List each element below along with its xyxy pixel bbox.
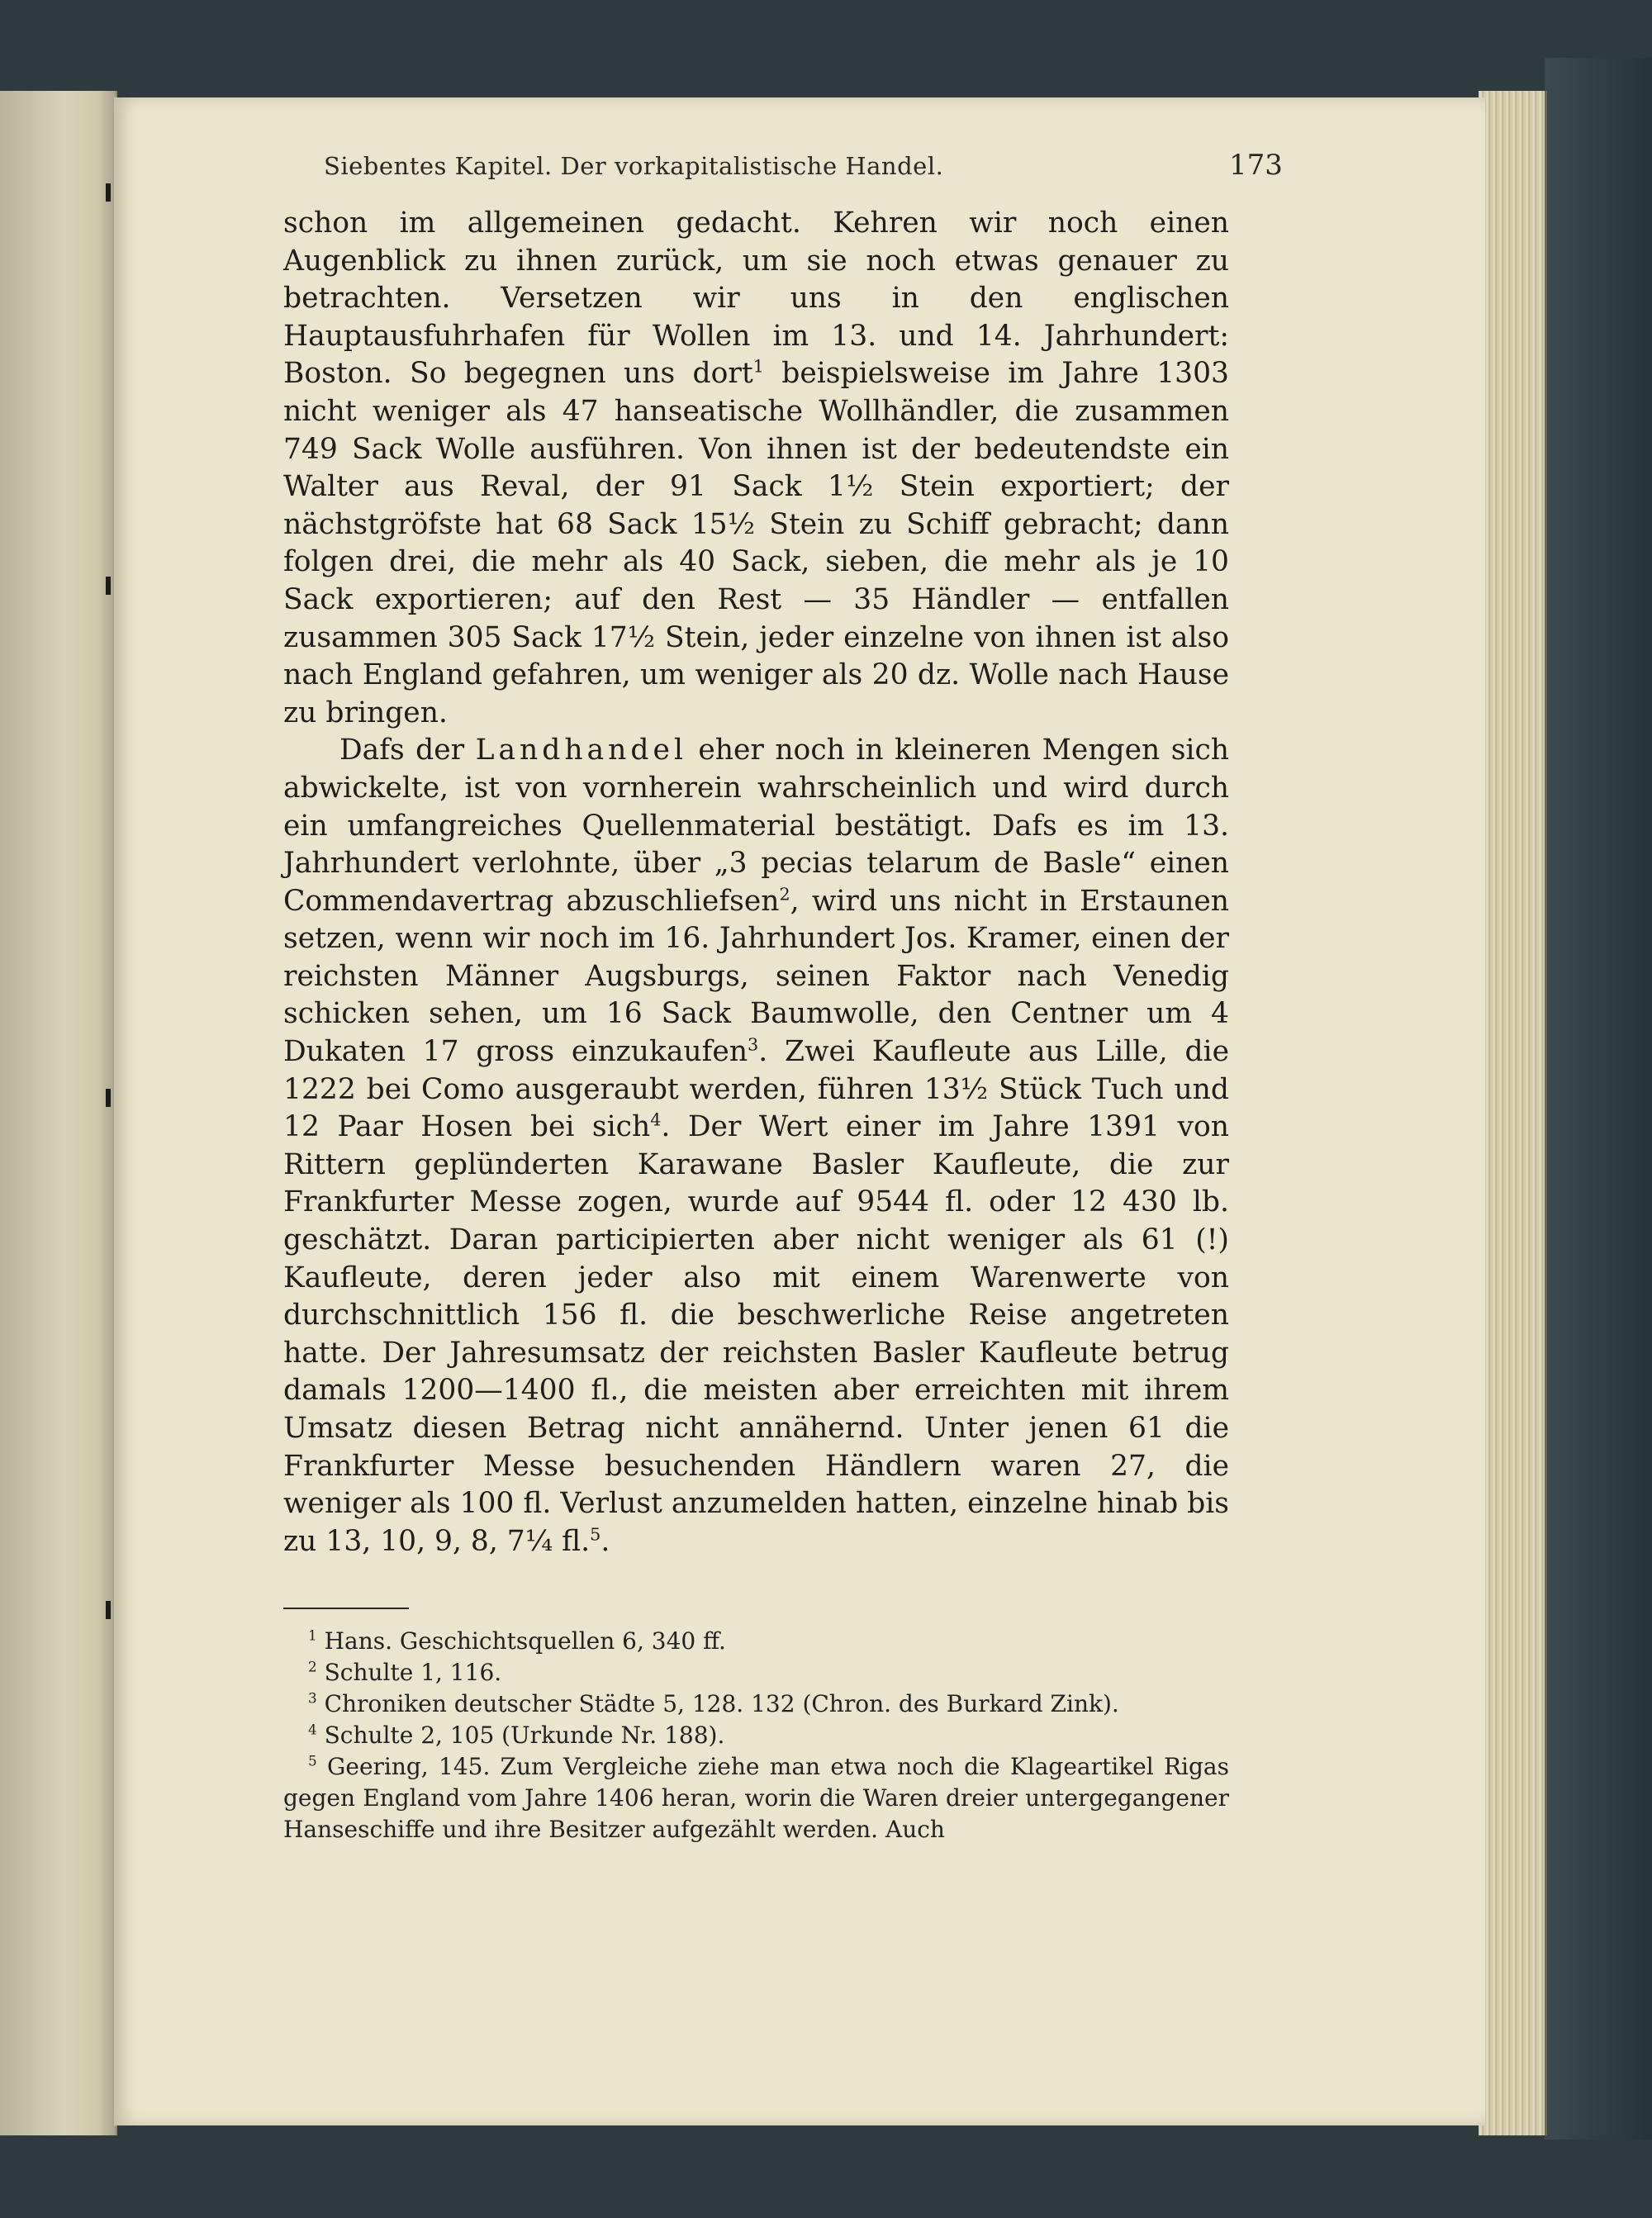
- paragraph-1: schon im allgemeinen gedacht. Kehren wir noch einen Augenblick zu ihnen zurück, um sie noch etwas genauer zu betrachten. Versetzen wir uns in den englischen Hauptausfuhrhafen für Wollen im 13. und 14. Jahrhundert: Boston. So begegnen uns dort$^1$ beispielsweise im Jahre 1303 nicht weniger als 47 hanseatische Wollhändler, die zusammen 749 Sack Wolle ausführen. Von ihnen ist der bedeutendste ein Walter aus Reval, der 91 Sack 1½ Stein exportiert; der nächstgröfste hat 68 Sack 15½ Stein zu Schiff gebracht; dann folgen drei, die mehr als 40 Sack, sieben, die mehr als je 10 Sack exportieren; auf den Rest — 35 Händler — entfallen zusammen 305 Sack 17½ Stein, jeder einzelne von ihnen ist also nach England gefahren, um weniger als 20 dz. Wolle nach Hause zu bringen.: [283, 207, 1229, 729]
- book-cover: [1545, 58, 1652, 2140]
- footnote-ref-3: 3: [748, 1034, 759, 1055]
- footnotes: [283, 1626, 1229, 1845]
- footnote-ref-1: 1: [752, 356, 764, 377]
- main-text: [283, 205, 1229, 1560]
- margin-mark: [106, 1089, 111, 1107]
- facing-page-edge: [0, 91, 117, 2135]
- page-stack-edge: [1479, 91, 1547, 2135]
- footnote-rule: [283, 1608, 409, 1609]
- margin-mark: [106, 1601, 111, 1619]
- emphasized-term: Landhandel: [475, 734, 687, 767]
- footnote-ref-4: 4: [650, 1109, 662, 1130]
- footnote-ref-5: 5: [590, 1524, 601, 1545]
- page-number: 173: [1229, 149, 1283, 182]
- margin-mark: [106, 183, 111, 202]
- footnote: $^5$ Geering, 145. Zum Vergleiche ziehe man etwa noch die Klageartikel Rigas gegen England vom Jahre 1406 heran, worin die Waren dreier untergegangener Hanseschiffe und ihre Besitzer aufgezählt werden. Auch: [283, 1752, 1229, 1843]
- footnote: $^1$ Hans. Geschichtsquellen 6, 340 ff.: [308, 1627, 726, 1655]
- running-head: [165, 140, 1283, 198]
- footnote: $^2$ Schulte 1, 116.: [308, 1658, 502, 1686]
- footnote-ref-2: 2: [779, 884, 790, 905]
- running-title: Siebentes Kapitel. Der vorkapitalistische Handel.: [324, 152, 944, 180]
- paragraph-2: Dafs der Landhandel eher noch in kleineren Mengen sich abwickelte, ist von vornherein wahrscheinlich und wird durch ein umfangreiches Quellenmaterial bestätigt. Dafs es im 13. Jahrhundert verlohnte, über „3 pecias telarum de Basle“ einen Commendavertrag abzuschliefsen$^2$, wird uns nicht in Erstaunen setzen, wenn wir noch im 16. Jahrhundert Jos. Kramer, einen der reichsten Männer Augsburgs, seinen Faktor nach Venedig schicken sehen, um 16 Sack Baumwolle, den Centner um 4 Dukaten 17 gross einzukaufen$^3$. Zwei Kaufleute aus Lille, die 1222 bei Como ausgeraubt werden, führen 13½ Stück Tuch und 12 Paar Hosen bei sich$^4$. Der Wert einer im Jahre 1391 von Rittern geplünderten Karawane Basler Kaufleute, die zur Frankfurter Messe zogen, wurde auf 9544 fl. oder 12 430 lb. geschätzt. Daran participierten aber nicht weniger als 61 (!) Kaufleute, deren jeder also mit einem Warenwerte von durchschnittlich 156 fl. die beschwerliche Reise angetreten hatte. Der Jahresumsatz der reichsten Basler Kaufleute betrug damals 1200—1400 fl., die meisten aber erreichten mit ihrem Umsatz diesen Betrag nicht annähernd. Unter jenen 61 die Frankfurter Messe besuchenden Händlern waren 27, die weniger als 100 fl. Verlust anzumelden hatten, einzelne hinab bis zu 13, 10, 9, 8, 7¼ fl.$^5$.: [283, 734, 1229, 1558]
- footnote: $^4$ Schulte 2, 105 (Urkunde Nr. 188).: [308, 1721, 725, 1749]
- margin-mark: [106, 577, 111, 595]
- footnote: $^3$ Chroniken deutscher Städte 5, 128. 132 (Chron. des Burkard Zink).: [308, 1689, 1119, 1717]
